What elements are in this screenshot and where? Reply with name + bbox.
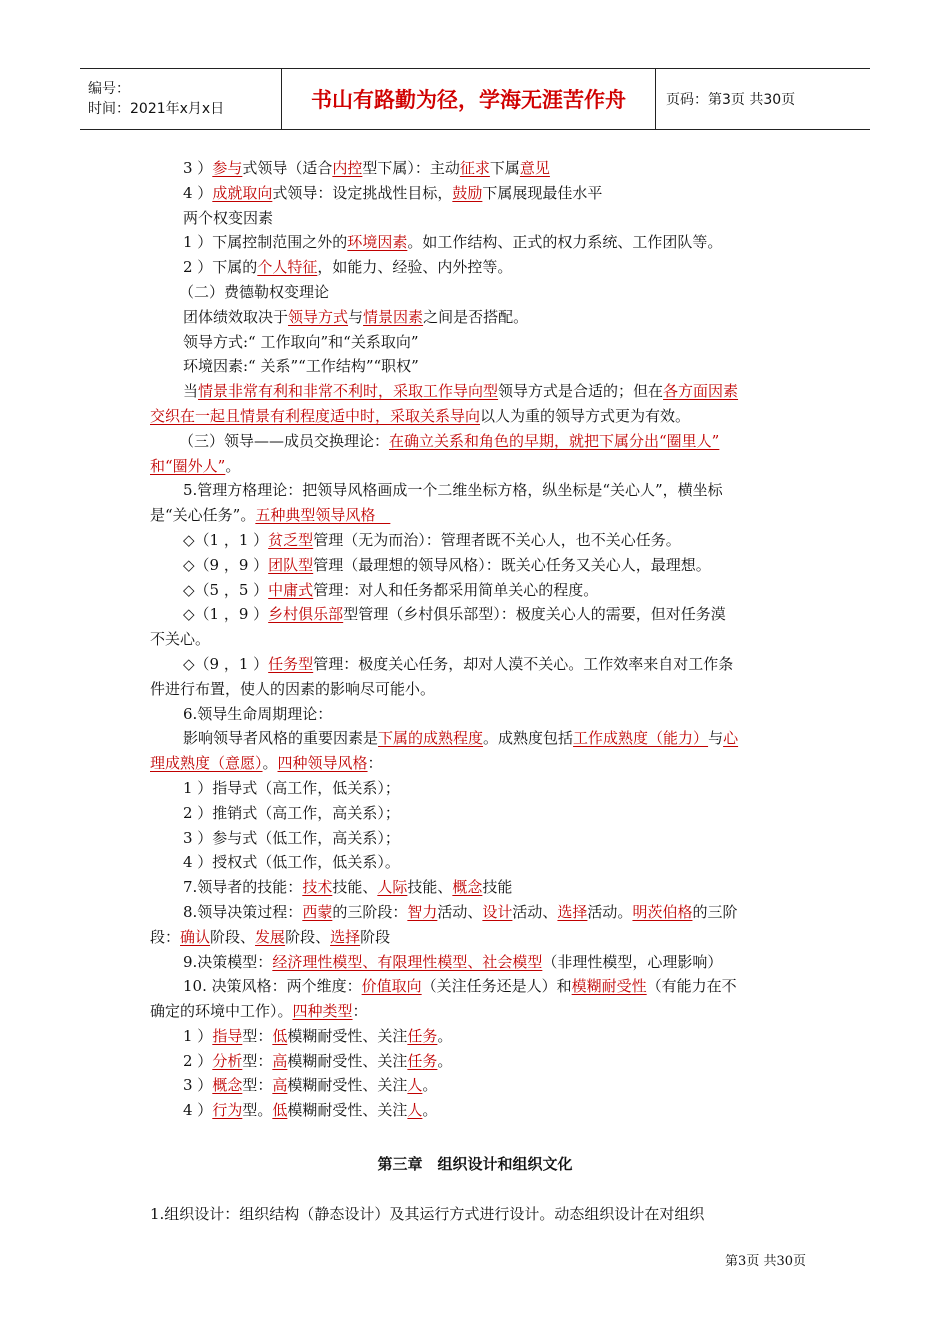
highlighted-term: 任务型 [268,654,314,673]
text-segment: 领导方式是合适的；但在 [498,382,664,401]
highlighted-term: 领导方式 [288,307,349,326]
text-segment: 。 [262,754,278,773]
highlighted-term: 选择 [330,927,361,946]
text-segment: 2 ）推销式（高工作，高关系）； [183,803,400,822]
text-segment: 10. 决策风格：两个维度： [183,977,362,996]
text-line [150,578,806,603]
text-segment: 管理（无为而治）：管理者既不关心人，也不关心任务。 [313,530,681,549]
motto-text: 书山有路勤为径，学海无涯苦作舟 [311,88,626,112]
text-segment: 型。 [242,1101,273,1120]
text-segment: 两个权变因素 [183,208,274,227]
text-segment: 。 [437,1026,453,1045]
date-label: 时间：2021年x月x日 [88,101,225,117]
highlighted-term: 发展 [255,927,286,946]
highlighted-term: 个人特征 [257,258,318,277]
text-segment: 4 ） [183,183,213,202]
text-segment: 管理（最理想的领导风格）：既关心任务又关心人，最理想。 [313,555,711,574]
highlighted-term: 在确立关系和角色的早期，就把下属分出“圈里人” [389,431,720,450]
text-segment: 段： [150,927,181,946]
text-segment: 2 ）下属的 [183,258,258,277]
text-segment: 管理：对人和任务都采用简单关心的程度。 [313,580,599,599]
text-segment: 8.领导决策过程： [183,902,303,921]
text-segment: 与 [708,729,724,748]
text-segment: ： [352,1002,368,1021]
text-line [150,776,806,801]
text-segment: （二）费德勒权变理论 [179,282,330,301]
text-segment: 件进行布置，使人的因素的影响尽可能小。 [150,679,436,698]
text-segment: 1 ） [183,1026,213,1045]
text-segment: ◇（9 ，1 ） [183,654,269,673]
highlighted-term: 乡村俱乐部 [268,605,344,624]
highlighted-term: 任务 [407,1026,438,1045]
text-segment: 6.领导生命周期理论： [183,704,333,723]
chapter-title: 第三章 组织设计和组织文化 [377,1155,573,1173]
text-line [150,330,806,355]
text-segment: 2 ） [183,1051,213,1070]
text-line [150,156,806,181]
text-segment: ，如能力、经验、内外控等。 [317,258,513,277]
highlighted-term: 低 [272,1101,288,1120]
text-segment: 3 ） [183,1076,213,1095]
highlighted-term: 西蒙 [302,902,333,921]
text-segment: 模糊耐受性、关注 [287,1051,408,1070]
text-segment: ◇（1 ，1 ） [183,530,269,549]
text-segment: 领导方式:“ 工作取向”和“关系取向” [183,332,419,351]
highlighted-term: 高 [272,1051,288,1070]
text-segment: 。成熟度包括 [483,729,574,748]
text-line [150,900,806,925]
highlighted-term: 四种类型 [292,1002,353,1021]
text-segment: ◇（5 ，5 ） [183,580,269,599]
text-segment: 团体绩效取决于 [183,307,289,326]
text-segment: 阶段 [360,927,391,946]
highlighted-term: 贫乏型 [268,530,314,549]
number-label: 编号： [88,81,130,97]
text-segment: 与 [348,307,364,326]
text-segment: 型下属）：主动 [362,159,460,177]
header-page-info [656,69,870,129]
highlighted-term: 任务 [407,1051,438,1070]
text-segment: 4 ） [183,1101,213,1120]
text-line [150,379,806,404]
text-line [150,454,806,479]
text-segment: 1 ）指导式（高工作，低关系）； [183,778,400,797]
text-line [150,503,806,528]
text-line [150,875,806,900]
text-segment: 型： [242,1051,273,1070]
text-line [150,553,806,578]
text-segment: 活动、 [512,902,558,921]
text-segment: 不关心。 [150,630,211,649]
text-segment: ◇（1 ，9 ） [183,605,269,624]
highlighted-term: 成就取向 [212,183,273,202]
highlighted-term: 理成熟度（意愿） [150,754,263,773]
text-segment: （非理性模型，心理影响） [542,952,723,971]
highlighted-term: 设计 [482,902,513,921]
highlighted-term: 概念 [212,1076,243,1095]
header-meta [80,69,282,129]
highlighted-term: 中庸式 [268,580,314,599]
text-segment: 。如工作结构、正式的权力系统、工作团队等。 [407,233,723,252]
highlighted-term: 指导 [212,1026,243,1045]
highlighted-term: 工作成熟度（能力） [573,729,709,748]
text-line [150,974,806,999]
highlighted-term: 人际 [377,878,408,897]
text-segment: 阶段、 [285,927,331,946]
highlighted-term: 情景因素 [363,307,424,326]
text-line [150,280,806,305]
text-segment: 型管理（乡村俱乐部型）：极度关心人的需要，但对任务漠 [343,605,726,624]
text-segment: 当 [183,382,199,401]
highlighted-term: 人 [407,1101,423,1120]
text-line [150,354,806,379]
text-segment: 式领导（适合 [242,159,333,177]
text-segment: 下属展现最佳水平 [482,183,603,202]
text-segment: 以人为重的领导方式更为有效。 [480,406,691,425]
text-segment: 7.领导者的技能： [183,878,303,897]
text-segment: 技能、 [332,878,378,897]
page-header [80,68,870,130]
text-segment: 环境因素:“ 关系”“工作结构”“职权” [183,357,419,376]
text-segment: 。 [437,1051,453,1070]
highlighted-term: 价值取向 [361,977,422,996]
highlighted-term: 模糊耐受性 [571,977,647,996]
text-segment: 的三阶段： [332,902,408,921]
text-line [150,999,806,1024]
text-segment: 之间是否搭配。 [423,307,529,326]
text-line [150,478,806,503]
highlighted-term: 高 [272,1076,288,1095]
text-line [150,677,806,702]
text-segment: 模糊耐受性、关注 [287,1076,408,1095]
text-line [150,206,806,231]
text-line [150,826,806,851]
highlighted-term: 确认 [180,927,211,946]
text-segment: 4 ）授权式（低工作，低关系）。 [183,853,400,872]
highlighted-term: 参与 [212,159,243,177]
text-segment: 式领导：设定挑战性目标， [272,183,453,202]
highlighted-term: 技术 [302,878,333,897]
text-segment: 活动。 [587,902,633,921]
text-segment: 活动、 [437,902,483,921]
highlighted-term: 选择 [557,902,588,921]
highlighted-term: 概念 [452,878,483,897]
highlighted-term: 征求 [459,159,490,177]
text-segment: 模糊耐受性、关注 [287,1026,408,1045]
text-segment: 的三阶 [692,902,738,921]
highlighted-term: 四种领导风格 [277,754,368,773]
text-line [150,429,806,454]
text-segment: 3 ） [183,159,213,177]
text-segment: ： [367,754,383,773]
text-line [150,255,806,280]
highlighted-term: 五种典型领导风格 [255,506,391,525]
text-line [150,1024,806,1049]
text-segment: 9.决策模型： [183,952,273,971]
text-segment: 1 ）下属控制范围之外的 [183,233,348,252]
text-segment: ◇（9 ，9 ） [183,555,269,574]
highlighted-term: 明茨伯格 [632,902,693,921]
text-segment: 型： [242,1026,273,1045]
highlighted-term: 内控 [332,159,363,177]
text-segment: 是“关心任务”。 [150,506,256,525]
header-motto [282,69,656,129]
text-line [150,850,806,875]
text-segment: 确定的环境中工作）。 [150,1002,293,1021]
page-label: 页码：第3页 共30页 [666,92,796,108]
text-segment: 。 [225,456,241,475]
highlighted-term: 交织在一起且情景有利程度适中时，采取关系导向 [150,406,481,425]
text-line [150,702,806,727]
chapter-paragraph: 1.组织设计：组织结构（静态设计）及其运行方式进行设计。动态组织设计在对组织 [150,1205,705,1223]
highlighted-term: 行为 [212,1101,243,1120]
text-segment: 。 [422,1076,438,1095]
highlighted-term: 人 [407,1076,423,1095]
text-segment: 技能 [482,878,513,897]
text-segment: 管理：极度关心任务，却对人漠不关心。工作效率来自对工作条 [313,654,734,673]
text-segment: （关注任务还是人）和 [421,977,572,996]
highlighted-term: 经济理性模型、有限理性模型、社会模型 [272,952,543,971]
text-line [150,1073,806,1098]
highlighted-term: 环境因素 [347,233,408,252]
text-segment: （有能力在不 [646,977,737,996]
text-line [150,404,806,429]
document-body [150,156,806,1123]
highlighted-term: 鼓励 [452,183,483,202]
text-segment: 阶段、 [210,927,256,946]
text-line [150,602,806,627]
text-line [150,528,806,553]
text-line [150,950,806,975]
highlighted-term: 各方面因素 [663,382,739,401]
text-line [150,181,806,206]
page-footer: 第3页 共30页 [725,1254,806,1269]
highlighted-term: 下属的成熟程度 [378,729,484,748]
highlighted-term: 心 [723,729,739,748]
text-line [150,1049,806,1074]
highlighted-term: 情景非常有利和非常不利时，采取工作导向型 [198,382,499,401]
highlighted-term: 低 [272,1026,288,1045]
text-segment: 3 ）参与式（低工作，高关系）； [183,828,400,847]
text-segment: 。 [422,1101,438,1120]
text-segment: 型： [242,1076,273,1095]
text-line [150,726,806,751]
highlighted-term: 分析 [212,1051,243,1070]
highlighted-term: 智力 [407,902,438,921]
text-line [150,230,806,255]
text-line [150,652,806,677]
highlighted-term: 和“圈外人” [150,456,226,475]
text-line [150,801,806,826]
text-line [150,305,806,330]
text-line [150,925,806,950]
text-segment: 下属 [489,159,520,177]
text-line [150,627,806,652]
text-segment: 技能、 [407,878,453,897]
text-segment: 模糊耐受性、关注 [287,1101,408,1120]
highlighted-term: 团队型 [268,555,314,574]
text-segment: 5.管理方格理论：把领导风格画成一个二维坐标方格，纵坐标是“关心人”，横坐标 [183,481,723,500]
text-segment: （三）领导——成员交换理论： [179,431,390,450]
text-line [150,751,806,776]
text-line [150,1098,806,1123]
text-segment: 影响领导者风格的重要因素是 [183,729,379,748]
highlighted-term: 意见 [519,159,550,177]
